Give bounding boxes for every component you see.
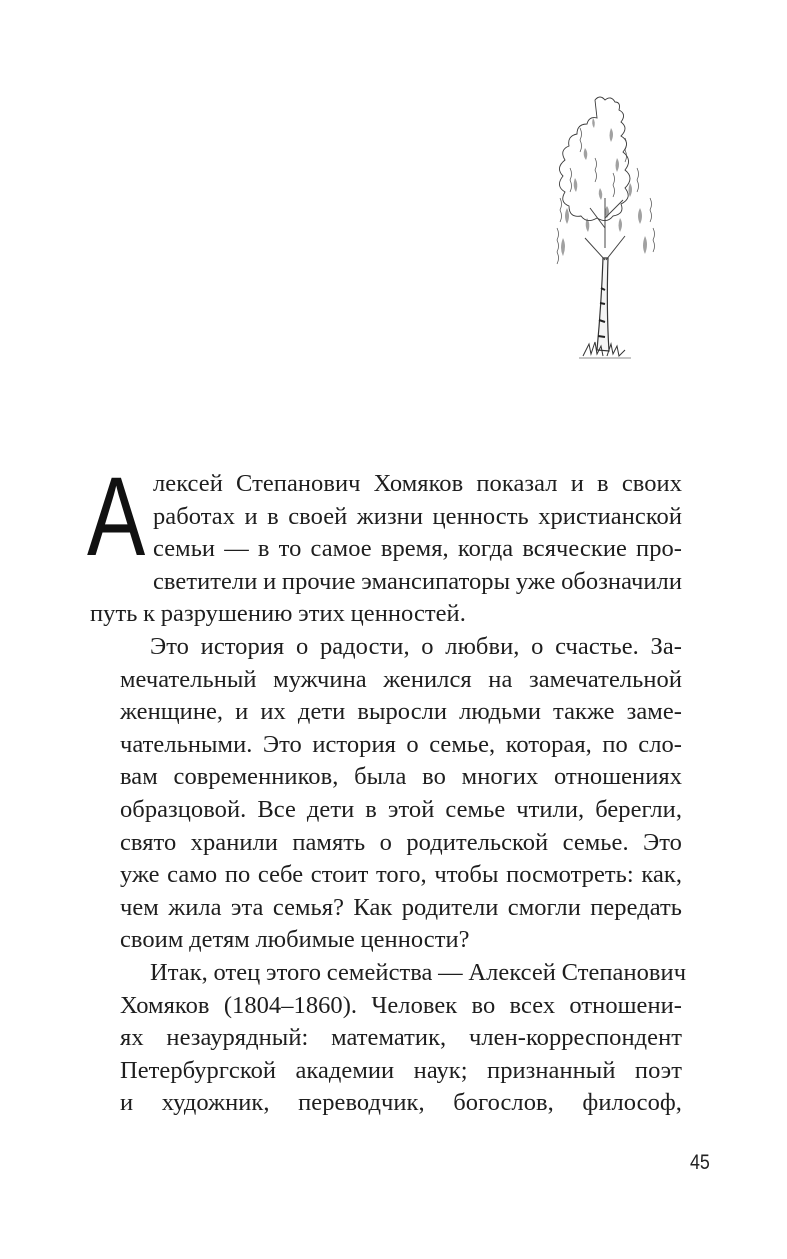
text-line: свято хранили память о родительской семье. Это <box>120 828 682 856</box>
paragraph-2 <box>90 631 682 957</box>
text-line: лексей Степанович Хомяков показал и в своих <box>153 470 682 497</box>
tree-icon <box>545 88 675 368</box>
text-line: и художник, переводчик, богослов, философ, <box>120 1089 682 1117</box>
text-line: Петербургской академии наук; признанный поэт <box>120 1056 682 1084</box>
text-line: работах и в своей жизни ценность христианской <box>153 502 682 530</box>
text-line: мечательный мужчина женился на замечательной <box>120 665 682 693</box>
text-line: Итак, отец этого семейства — Алексей Степанович <box>150 958 687 986</box>
body-text <box>87 454 687 1120</box>
text-line: ях незаурядный: математик, член-корреспондент <box>120 1024 682 1052</box>
text-line: семьи — в то самое время, когда всяческие про- <box>153 535 682 563</box>
text-line: светители и прочие эмансипаторы уже обозначили <box>153 567 682 595</box>
text-line: своим детям любимые ценности? <box>120 926 470 954</box>
text-line: Хомяков (1804–1860). Человек во всех отношени- <box>120 991 682 1019</box>
text-line: Это история о радости, о любви, о счастье. За- <box>150 632 682 660</box>
text-line: образцовой. Все дети в этой семье чтили, берегли, <box>120 795 682 823</box>
paragraph-1 <box>87 454 682 631</box>
page-number: 45 <box>690 1151 710 1174</box>
drop-cap: А <box>87 454 146 579</box>
text-line: женщине, и их дети выросли людьми также заме- <box>120 698 682 726</box>
text-line: чем жила эта семья? Как родители смогли передать <box>120 893 682 921</box>
text-line: вам современников, была во многих отношениях <box>120 763 682 791</box>
paragraph-3 <box>90 957 687 1120</box>
birch-tree-illustration <box>545 88 675 368</box>
text-line: чательными. Это история о семье, которая, по сло- <box>120 730 682 758</box>
text-line: уже само по себе стоит того, чтобы посмотреть: как, <box>120 861 682 889</box>
text-line: путь к разрушению этих ценностей. <box>90 600 466 628</box>
